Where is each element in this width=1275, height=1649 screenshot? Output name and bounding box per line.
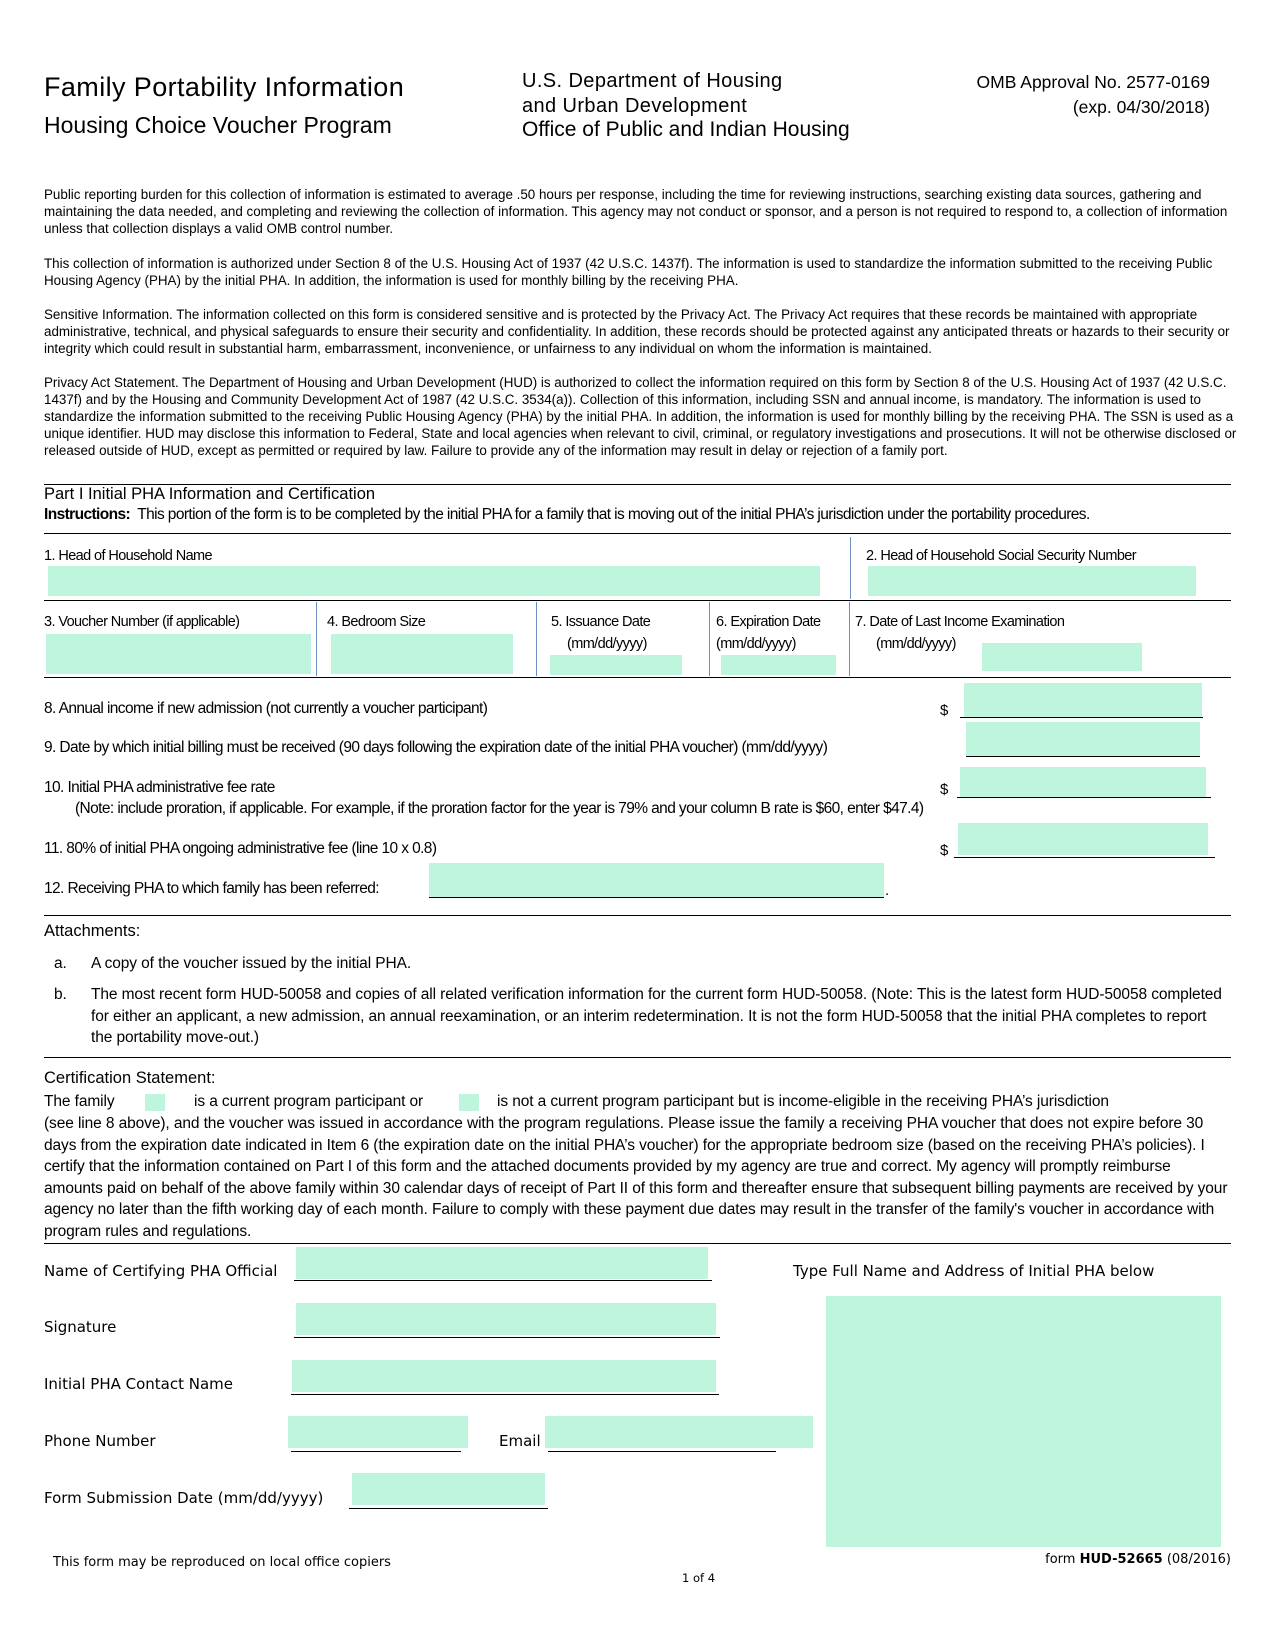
voucher-number-input[interactable]	[46, 634, 311, 674]
privacy-act-text: . The Department of Housing and Urban Development (HUD) is authorized to collect the information required on this form by Section 8 of the U.S. Housing Act of 1937 (42 U.S.C. 1437f) and by the Housing and Community Development Act of 1987 (42 U.S.C. 3534(a)). Collection of this information, including SSN and annual income, is mandatory. The information is used to standardize the information submitted to the receiving Public Housing Agency (PHA) by the initial PHA. In addition, the information is used for monthly billing by the receiving PHA. The SSN is used as a unique identifier. HUD may disclose this information to Federal, State and local agencies when relevant to civil, criminal, or regulatory investigations and prosecutions. It will not be otherwise disclosed or released outside of HUD, except as permitted or required by law. Failure to provide any of the information may result in delay or rejection of a family port.	[44, 375, 1237, 458]
issuance-date-label: 5. Issuance Date	[551, 614, 651, 630]
attachments-heading: Attachments:	[44, 922, 141, 940]
underline	[294, 1280, 712, 1281]
divider	[44, 1057, 1231, 1058]
underline	[291, 1451, 461, 1452]
signature-input[interactable]	[296, 1303, 716, 1335]
attachment-a: A copy of the voucher issued by the initial PHA.	[91, 955, 412, 972]
last-income-exam-label: 7. Date of Last Income Examination	[855, 614, 1065, 630]
ongoing-admin-fee-input[interactable]	[958, 823, 1208, 855]
certification-text-2: is a current program participant or	[194, 1093, 424, 1110]
head-of-household-name-input[interactable]	[48, 566, 820, 596]
last-income-exam-input[interactable]	[982, 643, 1142, 671]
certification-text-1: The family	[44, 1093, 115, 1110]
divider	[44, 677, 1231, 678]
certification-body: (see line 8 above), and the voucher was issued in accordance with the program regulations. Please issue the family a receiving PHA voucher that does not expire before 30 days from the expiration date indicated in Item 6 (the expiration date on the initial PHA’s voucher) for the appropriate bedroom size (based on the receiving PHA’s policies). I certify that the information contained on Part I of this form and the attached documents provided by my agency are true and correct. My agency will promptly reimburse amounts paid on behalf of the above family within 30 calendar days of receipt of Part II of this form and thereafter ensure that subsequent billing payments are received by your agency no later than the fifth working day of each month. Failure to comply with these payment due dates may result in the transfer of the family's voucher in accordance with program rules and regulations.	[44, 1115, 1228, 1240]
divider	[709, 602, 710, 676]
expiration-date-format: (mm/dd/yyyy)	[716, 636, 796, 652]
signature-label: Signature	[44, 1318, 117, 1336]
line-9-label: 9. Date by which initial billing must be received (90 days following the expiration date of the initial PHA voucher) (mm/dd/yyyy)	[44, 739, 828, 756]
divider	[44, 600, 1231, 601]
divider	[44, 533, 1231, 534]
issuance-date-format: (mm/dd/yyyy)	[567, 636, 647, 652]
email-input[interactable]	[545, 1416, 813, 1448]
privacy-act-statement	[44, 374, 1239, 459]
privacy-act-label: Privacy Act Statement	[44, 375, 175, 390]
issuance-date-input[interactable]	[550, 655, 682, 675]
contact-name-input[interactable]	[292, 1360, 716, 1392]
head-of-household-name-label: 1. Head of Household Name	[44, 548, 212, 564]
form-number	[1045, 1552, 1231, 1567]
underline	[966, 756, 1200, 757]
admin-fee-rate-input[interactable]	[960, 767, 1206, 797]
line-8-dollar: $	[940, 702, 949, 719]
omb-expiration: (exp. 04/30/2018)	[1072, 97, 1210, 117]
underline	[349, 1508, 548, 1509]
voucher-number-label: 3. Voucher Number (if applicable)	[44, 614, 240, 630]
divider	[316, 602, 317, 676]
line-12-period: .	[885, 882, 890, 899]
line-11-dollar: $	[940, 842, 949, 859]
divider	[849, 602, 850, 676]
instructions-text: This portion of the form is to be completed by the initial PHA for a family that is moving out of the initial PHA’s jurisdiction under the portability procedures.	[137, 506, 1090, 523]
form-title: Family Portability Information	[44, 72, 405, 102]
form-id: HUD-52665	[1079, 1552, 1163, 1567]
line-11-label: 11. 80% of initial PHA ongoing administrative fee (line 10 x 0.8)	[44, 840, 437, 857]
line-10-note: (Note: include proration, if applicable. For example, if the proration factor for the year is 79% and your column B rate is $60, enter $47.4)	[75, 800, 924, 817]
ssn-label: 2. Head of Household Social Security Number	[866, 548, 1136, 564]
omb-approval: OMB Approval No. 2577-0169	[976, 72, 1210, 92]
department-line-1: U.S. Department of Housing	[522, 70, 783, 92]
certification-text-3: is not a current program participant but is income-eligible in the receiving PHA’s jurisdiction	[497, 1093, 1109, 1110]
divider	[536, 602, 537, 676]
not-current-participant-checkbox[interactable]	[459, 1094, 479, 1111]
line-8-label: 8. Annual income if new admission (not currently a voucher participant)	[44, 700, 488, 717]
phone-input[interactable]	[288, 1416, 468, 1448]
receiving-pha-input[interactable]	[429, 863, 884, 897]
initial-pha-address-input[interactable]	[826, 1296, 1221, 1547]
footer-reproduce-note: This form may be reproduced on local office copiers	[53, 1555, 391, 1570]
certification-heading: Certification Statement:	[44, 1069, 216, 1087]
form-date: (08/2016)	[1162, 1552, 1231, 1567]
underline	[957, 797, 1211, 798]
underline	[429, 897, 884, 898]
underline	[294, 1337, 720, 1338]
email-label: Email	[499, 1432, 541, 1450]
burden-statement: Public reporting burden for this collection of information is estimated to average .50 hours per response, including the time for reviewing instructions, searching existing data sources, gathering and maintaining the data needed, and completing and reviewing the collection of information. This agency may not conduct or sponsor, and a person is not required to respond to, a collection of information unless that collection displays a valid OMB control number.	[44, 187, 1228, 236]
divider	[44, 915, 1231, 916]
line-10-label: 10. Initial PHA administrative fee rate	[44, 779, 275, 796]
current-participant-checkbox[interactable]	[145, 1094, 165, 1111]
underline	[960, 717, 1203, 718]
certifying-official-input[interactable]	[296, 1247, 708, 1279]
attachment-b: The most recent form HUD-50058 and copies of all related verification information for the current form HUD-50058. (Note: This is the latest form HUD-50058 completed for either an applicant, a new admission, an annual reexamination, or an interim redetermination. It is not the form HUD-50058 that the initial PHA completes to report the portability move-out.)	[91, 986, 1222, 1046]
expiration-date-input[interactable]	[721, 655, 836, 675]
last-income-exam-format: (mm/dd/yyyy)	[876, 636, 956, 652]
divider	[850, 537, 851, 599]
bedroom-size-label: 4. Bedroom Size	[327, 614, 426, 630]
attachment-b-marker: b.	[54, 986, 67, 1003]
part1-heading: Part I Initial PHA Information and Certification	[44, 485, 376, 503]
part1-instructions	[44, 506, 1090, 524]
divider	[44, 1243, 1231, 1244]
submission-date-input[interactable]	[352, 1473, 545, 1505]
form-prefix: form	[1045, 1552, 1080, 1567]
attachment-a-marker: a.	[54, 955, 67, 972]
underline	[954, 857, 1215, 858]
department-line-3: Office of Public and Indian Housing	[522, 118, 850, 141]
page-number: 1 of 4	[682, 1571, 716, 1585]
contact-name-label: Initial PHA Contact Name	[44, 1375, 234, 1393]
initial-pha-address-label: Type Full Name and Address of Initial PHA below	[793, 1262, 1155, 1280]
expiration-date-label: 6. Expiration Date	[716, 614, 821, 630]
authority-statement: This collection of information is authorized under Section 8 of the U.S. Housing Act of 1937 (42 U.S.C. 1437f). The information is used to standardize the information submitted to the receiving Public Housing Agency (PHA) by the initial PHA. In addition, the information is used for monthly billing by the receiving PHA.	[44, 256, 1213, 288]
underline	[548, 1451, 776, 1452]
certifying-official-label: Name of Certifying PHA Official	[44, 1262, 278, 1280]
annual-income-input[interactable]	[964, 683, 1202, 717]
underline	[291, 1394, 719, 1395]
phone-label: Phone Number	[44, 1432, 156, 1450]
bedroom-size-input[interactable]	[331, 634, 513, 674]
sensitive-information: Sensitive Information. The information collected on this form is considered sensitive and is protected by the Privacy Act. The Privacy Act requires that these records be maintained with appropriate administrative, technical, and physical safeguards to ensure their security and confidentiality. In addition, these records should be protected against any anticipated threats or hazards to their security or integrity which could result in substantial harm, embarrassment, inconvenience, or unfairness to any individual on whom the information is maintained.	[44, 307, 1230, 356]
instructions-label: Instructions:	[44, 506, 131, 523]
ssn-input[interactable]	[868, 566, 1196, 596]
submission-date-label: Form Submission Date (mm/dd/yyyy)	[44, 1489, 324, 1507]
certification-line-1	[44, 1091, 115, 1113]
initial-billing-date-input[interactable]	[966, 722, 1200, 756]
form-subtitle: Housing Choice Voucher Program	[44, 112, 392, 138]
department-line-2: and Urban Development	[522, 95, 748, 117]
line-12-label: 12. Receiving PHA to which family has been referred:	[44, 880, 379, 897]
line-10-dollar: $	[940, 781, 949, 798]
